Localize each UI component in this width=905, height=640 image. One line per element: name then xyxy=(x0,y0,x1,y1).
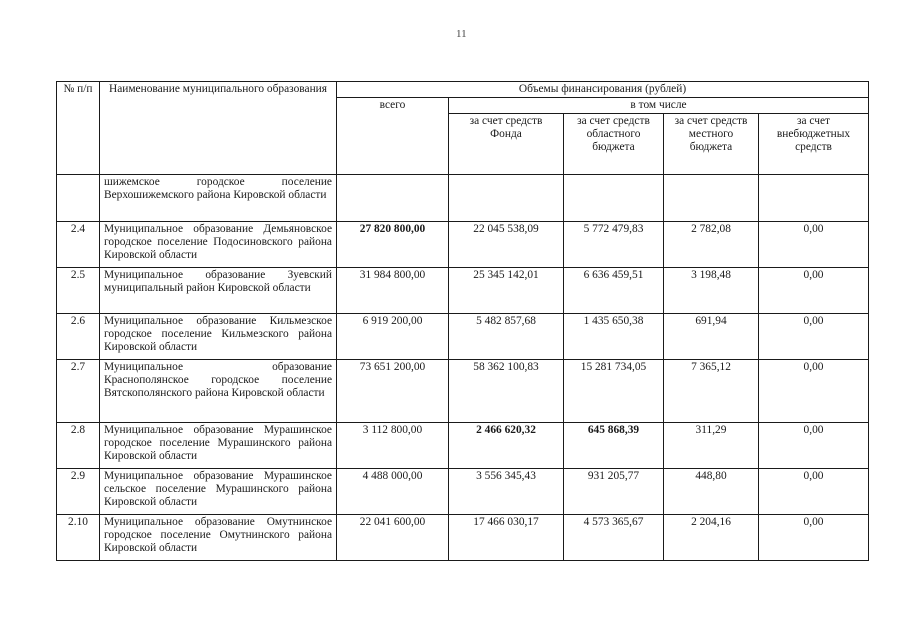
header-including: в том числе xyxy=(449,98,869,114)
table-row xyxy=(57,360,869,423)
row-fund: 2 466 620,32 xyxy=(449,423,564,469)
row-name: Муниципальное образование Мурашинское городское поселение Мурашинского района Кировской области xyxy=(100,423,337,469)
row-local: 691,94 xyxy=(664,314,759,360)
row-name: Муниципальное образование Мурашинское сельское поселение Мурашинского района Кировской области xyxy=(100,469,337,515)
row-extra: 0,00 xyxy=(759,222,869,268)
row-no: 2.8 xyxy=(57,423,100,469)
row-extra: 0,00 xyxy=(759,515,869,561)
row-name: Муниципальное образование Кильмезское городское поселение Кильмезского района Кировской области xyxy=(100,314,337,360)
table-row xyxy=(57,175,869,222)
row-fund: 22 045 538,09 xyxy=(449,222,564,268)
row-no xyxy=(57,175,100,222)
row-local: 311,29 xyxy=(664,423,759,469)
row-local: 448,80 xyxy=(664,469,759,515)
row-fund: 25 345 142,01 xyxy=(449,268,564,314)
row-total: 27 820 800,00 xyxy=(337,222,449,268)
financing-table xyxy=(56,81,869,561)
row-no: 2.5 xyxy=(57,268,100,314)
row-name: Муниципальное образование Демьяновское городское поселение Подосиновского района Кировской области xyxy=(100,222,337,268)
row-local xyxy=(664,175,759,222)
row-local: 2 782,08 xyxy=(664,222,759,268)
row-regional: 931 205,77 xyxy=(564,469,664,515)
row-fund: 58 362 100,83 xyxy=(449,360,564,423)
row-regional: 6 636 459,51 xyxy=(564,268,664,314)
table-row xyxy=(57,222,869,268)
row-fund: 3 556 345,43 xyxy=(449,469,564,515)
row-regional: 15 281 734,05 xyxy=(564,360,664,423)
row-fund: 5 482 857,68 xyxy=(449,314,564,360)
row-total: 6 919 200,00 xyxy=(337,314,449,360)
row-extra xyxy=(759,175,869,222)
row-fund: 17 466 030,17 xyxy=(449,515,564,561)
row-total xyxy=(337,175,449,222)
table-row xyxy=(57,423,869,469)
header-volumes: Объемы финансирования (рублей) xyxy=(337,82,869,98)
row-name: Муниципальное образование Омутнинское городское поселение Омутнинского района Кировской области xyxy=(100,515,337,561)
header-local: за счет средств местного бюджета xyxy=(664,114,759,175)
row-extra: 0,00 xyxy=(759,314,869,360)
row-total: 31 984 800,00 xyxy=(337,268,449,314)
row-no: 2.9 xyxy=(57,469,100,515)
table-row xyxy=(57,314,869,360)
row-extra: 0,00 xyxy=(759,423,869,469)
row-local: 2 204,16 xyxy=(664,515,759,561)
header-fund: за счет средств Фонда xyxy=(449,114,564,175)
row-regional: 1 435 650,38 xyxy=(564,314,664,360)
header-regional: за счет средств областного бюджета xyxy=(564,114,664,175)
header-no: № п/п xyxy=(57,82,100,175)
row-extra: 0,00 xyxy=(759,469,869,515)
row-fund xyxy=(449,175,564,222)
header-name: Наименование муниципального образования xyxy=(100,82,337,175)
row-extra: 0,00 xyxy=(759,360,869,423)
table-row xyxy=(57,268,869,314)
row-total: 4 488 000,00 xyxy=(337,469,449,515)
row-regional: 4 573 365,67 xyxy=(564,515,664,561)
row-extra: 0,00 xyxy=(759,268,869,314)
row-local: 3 198,48 xyxy=(664,268,759,314)
row-name: Муниципальное образование Краснополянское городское поселение Вятскополянского района Кировской области xyxy=(100,360,337,423)
row-total: 73 651 200,00 xyxy=(337,360,449,423)
row-regional xyxy=(564,175,664,222)
table-row xyxy=(57,469,869,515)
page-number: 11 xyxy=(456,28,467,40)
row-name: Муниципальное образование Зуевский муниципальный район Кировской области xyxy=(100,268,337,314)
table-row xyxy=(57,515,869,561)
header-total: всего xyxy=(337,98,449,175)
row-no: 2.10 xyxy=(57,515,100,561)
row-regional: 645 868,39 xyxy=(564,423,664,469)
row-no: 2.4 xyxy=(57,222,100,268)
row-local: 7 365,12 xyxy=(664,360,759,423)
row-no: 2.7 xyxy=(57,360,100,423)
row-no: 2.6 xyxy=(57,314,100,360)
row-total: 3 112 800,00 xyxy=(337,423,449,469)
header-extrabudget: за счет внебюджетных средств xyxy=(759,114,869,175)
row-name: шижемское городское поселение Верхошижемского района Кировской области xyxy=(100,175,337,222)
row-regional: 5 772 479,83 xyxy=(564,222,664,268)
row-total: 22 041 600,00 xyxy=(337,515,449,561)
